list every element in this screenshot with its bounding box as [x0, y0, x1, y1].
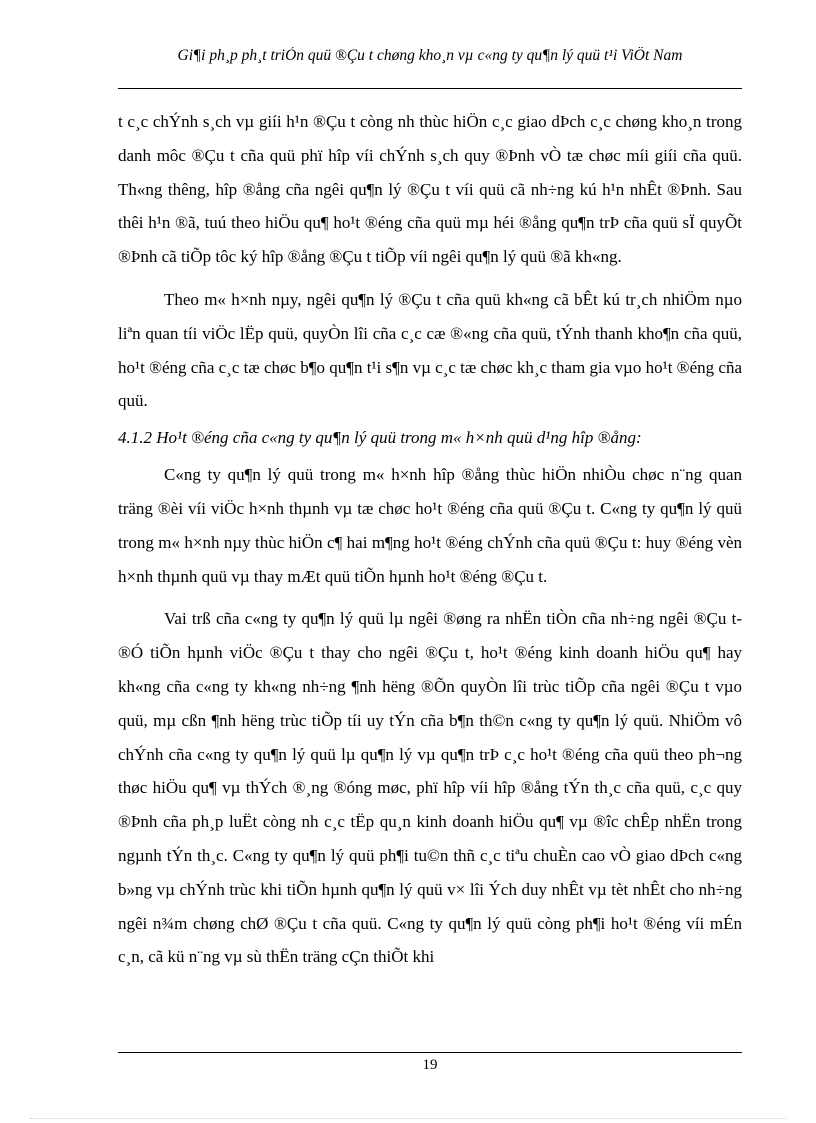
- section-heading: 4.1.2 Ho¹t ®éng cña c«ng ty qu¶n lý quü trong m« h×nh quü d¹ng hîp ®ång:: [118, 428, 642, 448]
- paragraph-spacer: [118, 274, 742, 283]
- paragraph-spacer: [118, 593, 742, 602]
- body-paragraph-3: C«ng ty qu¶n lý quü trong m« h×nh hîp ®ång thùc hiÖn nhiÒu chøc n¨ng quan träng ®èi víi viÖc h×nh thµnh vµ tæ chøc ho¹t ®éng cña quü ®Çu t. C«ng ty qu¶n lý quü trong m« h×nh nµy thùc hiÖn c¶ hai m¶ng ho¹t ®éng chÝnh cña quü ®Çu t: huy ®éng vèn h×nh thµnh quü vµ thay mÆt quü tiÕn hµnh ho¹t ®éng ®Çu t.: [118, 465, 742, 586]
- page-number: 19: [422, 1057, 438, 1073]
- page-body: [118, 105, 742, 974]
- body-paragraph-2: Theo m« h×nh nµy, ngêi qu¶n lý ®Çu t cña quü kh«ng cã bÊt kú tr¸ch nhiÖm nµo liªn quan tíi viÖc lËp quü, quyÒn lîi cña c¸c cæ ®«ng cña quü, tÝnh thanh kho¶n cña quü, ho¹t ®éng cña c¸c tæ chøc b¶o qu¶n t¹i s¶n vµ c¸c tæ chøc kh¸c tham gia vµo ho¹t ®éng cña quü.: [118, 289, 742, 411]
- page-edge-divider: [30, 1118, 786, 1119]
- running-header: Gi¶i ph¸p ph¸t triÓn quü ®Çu t chøng kho¸n vµ c«ng ty qu¶n lý quü t¹i ViÖt Nam: [177, 47, 683, 64]
- body-paragraph-4: Vai trß cña c«ng ty qu¶n lý quü lµ ngêi ®øng ra nhËn tiÒn cña nh÷ng ngêi ®Çu t ®Ó tiÕn hµnh viÖc ®Çu t thay cho ngêi ®Çu t, ho¹t ®éng kinh doanh hiÖu qu¶ hay kh«ng cña c«ng ty kh«ng nh÷ng ¶nh hëng ®Õn quyÒn lîi trùc tiÕp cña ngêi ®Çu t vµo quü, mµ cßn ¶nh hëng trùc tiÕp tíi uy tÝn cña b¶n th©n c«ng ty qu¶n lý quü. NhiÖm vô chÝnh cña c«ng ty qu¶n lý quü lµ qu¶n lý vµ qu¶n trÞ c¸c ho¹t ®éng cña quü theo ph¬ng thøc hiÖu qu¶ vµ thÝch ®¸ng ®óng møc, phï hîp víi hîp ®ång tÝn th¸c cña quü, c¸c quy ®Þnh cña ph¸p luËt còng nh c¸c tËp qu¸n kinh doanh hiÖu qu¶ vµ ®îc chÊp nhËn trong ngµnh tÝn th¸c. C«ng ty qu¶n lý quü ph¶i tu©n thñ c¸c tiªu chuÈn cao vÒ giao dÞch c«ng b»ng vµ chÝnh trùc khi tiÕn hµnh qu¶n lý quü v× lîi Ých duy nhÊt vµ tèt nhÊt cho nh÷ng ngêi n¾m chøng chØ ®Çu t cña quü. C«ng ty qu¶n lý quü còng ph¶i ho¹t ®éng víi mÉn c¸n, cã kü n¨ng vµ sù thËn träng cÇn thiÕt khi: [118, 609, 742, 967]
- header-rule: [118, 88, 742, 89]
- body-paragraph-1: t c¸c chÝnh s¸ch vµ giíi h¹n ®Çu t còng nh thùc hiÖn c¸c giao dÞch c¸c chøng kho¸n trong danh môc ®Çu t cña quü phï hîp víi chÝnh s¸ch quy ®Þnh vÒ tæ chøc míi giíi cña quü. Th«ng thêng, hîp ®ång cña ngêi qu¶n lý ®Çu t víi quü cã nh÷ng kú h¹n nhÊt ®Þnh. Sau thêi h¹n ®ã, tuú theo hiÖu qu¶ ho¹t ®éng cña quü mµ héi ®ång qu¶n trÞ cña quü sÏ quyÕt ®Þnh cã tiÕp tôc ký hîp ®ång ®Çu t tiÕp víi ngêi qu¶n lý quü ®ã kh«ng.: [118, 112, 742, 267]
- footer-rule: [118, 1052, 742, 1053]
